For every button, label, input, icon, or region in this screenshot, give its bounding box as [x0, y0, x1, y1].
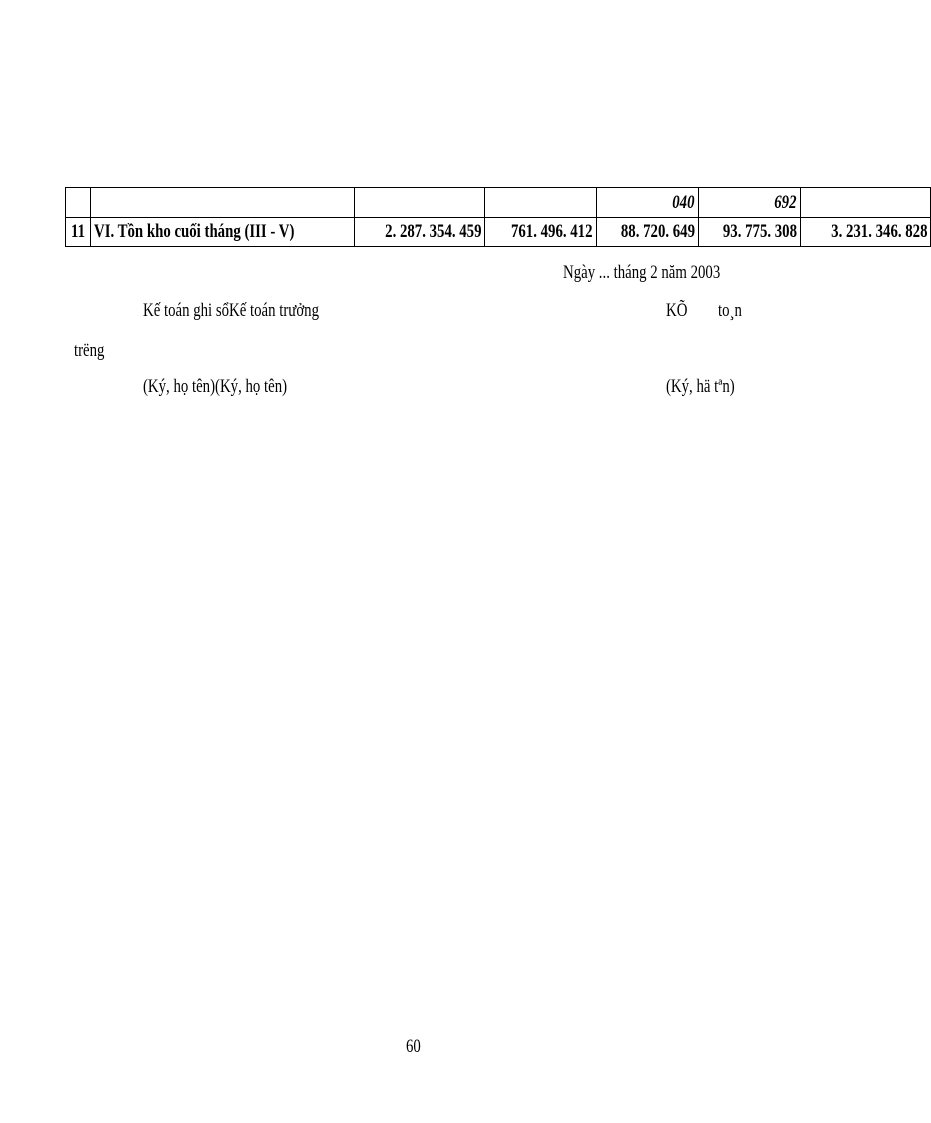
cell-c6: 692 — [698, 188, 800, 218]
cell-c5: 88. 720. 649 — [596, 218, 698, 247]
sign-hint-right: (Ký, hä tªn) — [666, 376, 735, 397]
table-row — [66, 218, 931, 247]
signers-left: Kế toán ghi sổKế toán trưởng — [143, 300, 319, 321]
table-row — [66, 188, 931, 218]
cell-no: 11 — [66, 218, 91, 247]
date-line: Ngày ... tháng 2 năm 2003 — [563, 262, 721, 283]
signer-right-a: KÕ — [666, 300, 688, 321]
ledger-table — [65, 187, 931, 247]
cell-label: VI. Tồn kho cuối tháng (III - V) — [90, 218, 354, 247]
cell-no — [66, 188, 91, 218]
cell-c3: 2. 287. 354. 459 — [354, 218, 485, 247]
page-number: 60 — [406, 1036, 421, 1057]
sign-hint-left: (Ký, họ tên)(Ký, họ tên) — [143, 376, 288, 397]
cell-c4: 761. 496. 412 — [485, 218, 597, 247]
signer-right-b: to¸n — [718, 300, 742, 321]
cell-c6: 93. 775. 308 — [698, 218, 800, 247]
cell-c3 — [354, 188, 485, 218]
wrapped-line: trëng — [74, 340, 105, 361]
cell-c4 — [485, 188, 597, 218]
cell-c7: 3. 231. 346. 828 — [800, 218, 931, 247]
cell-label — [90, 188, 354, 218]
cell-c5: 040 — [596, 188, 698, 218]
cell-c7 — [800, 188, 931, 218]
